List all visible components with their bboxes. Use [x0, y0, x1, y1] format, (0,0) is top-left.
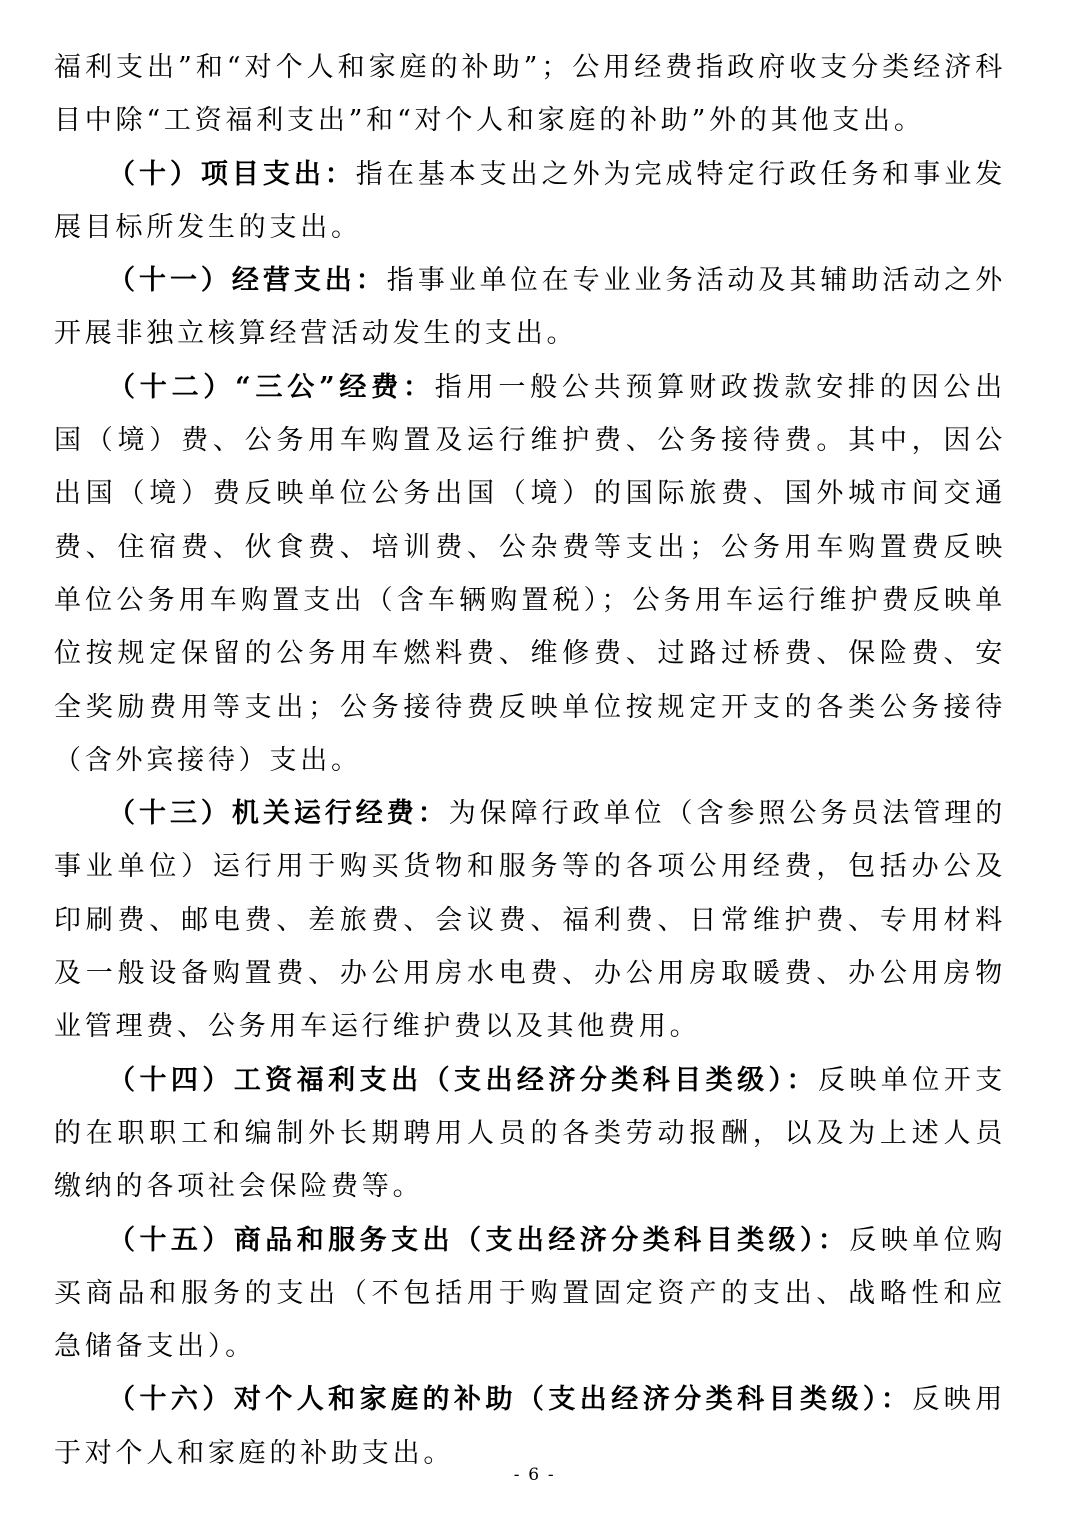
continuation-paragraph: 福利支出”和“对个人和家庭的补助”；公用经费指政府收支分类经济科目中除“工资福利支出”和“对个人和家庭的补助”外的其他支出。: [54, 52, 1006, 137]
document-page: [54, 41, 1006, 1480]
section-body: 为保障行政单位（含参照公务员法管理的事业单位）运行用于购买货物和服务等的各项公用经费，包括办公及印刷费、邮电费、差旅费、会议费、福利费、日常维护费、专用材料及一般设备购置费、办公用房水电费、办公用房取暖费、办公用房物业管理费、公务用车运行维护费以及其他费用。: [54, 798, 1006, 1043]
section-goods-services: [54, 1214, 1006, 1374]
section-body: 指在基本支出之外为完成特定行政任务和事业发展目标所发生的支出。: [54, 158, 1006, 243]
section-body: 指事业单位在专业业务活动及其辅助活动之外开展非独立核算经营活动发生的支出。: [54, 265, 1006, 350]
section-body: 反映用于对个人和家庭的补助支出。: [54, 1384, 1007, 1469]
section-term: （十）项目支出：: [108, 158, 356, 190]
section-salary-welfare: [54, 1054, 1006, 1214]
section-body: 反映单位开支的在职职工和编制外长期聘用人员的各类劳动报酬，以及为上述人员缴纳的各项社会保险费等。: [54, 1064, 1006, 1203]
section-project-expenditure: [54, 148, 1006, 255]
section-term: （十二）“三公”经费：: [108, 371, 435, 403]
section-three-public-expenses: [54, 361, 1006, 787]
section-operating-expenditure: [54, 254, 1006, 361]
section-term: （十三）机关运行经费：: [108, 798, 449, 830]
page-number: - 6 -: [513, 1465, 556, 1485]
section-term: （十五）商品和服务支出（支出经济分类科目类级）：: [108, 1224, 850, 1256]
section-body: 指用一般公共预算财政拨款安排的因公出国（境）费、公务用车购置及运行维护费、公务接待费。其中，因公出国（境）费反映单位公务出国（境）的国际旅费、国外城市间交通费、住宿费、伙食费、培训费、公杂费等支出；公务用车购置费反映单位公务用车购置支出（含车辆购置税）；公务用车运行维护费反映单位按规定保留的公务用车燃料费、维修费、过路过桥费、保险费、安全奖励费用等支出；公务接待费反映单位按规定开支的各类公务接待（含外宾接待）支出。: [54, 371, 1006, 776]
section-term: （十六）对个人和家庭的补助（支出经济分类科目类级）：: [108, 1384, 913, 1416]
section-term: （十四）工资福利支出（支出经济分类科目类级）：: [108, 1064, 818, 1096]
section-term: （十一）经营支出：: [108, 265, 387, 297]
section-agency-operating-funds: [54, 787, 1006, 1053]
section-body: 反映单位购买商品和服务的支出（不包括用于购置固定资产的支出、战略性和应急储备支出）。: [54, 1224, 1006, 1363]
